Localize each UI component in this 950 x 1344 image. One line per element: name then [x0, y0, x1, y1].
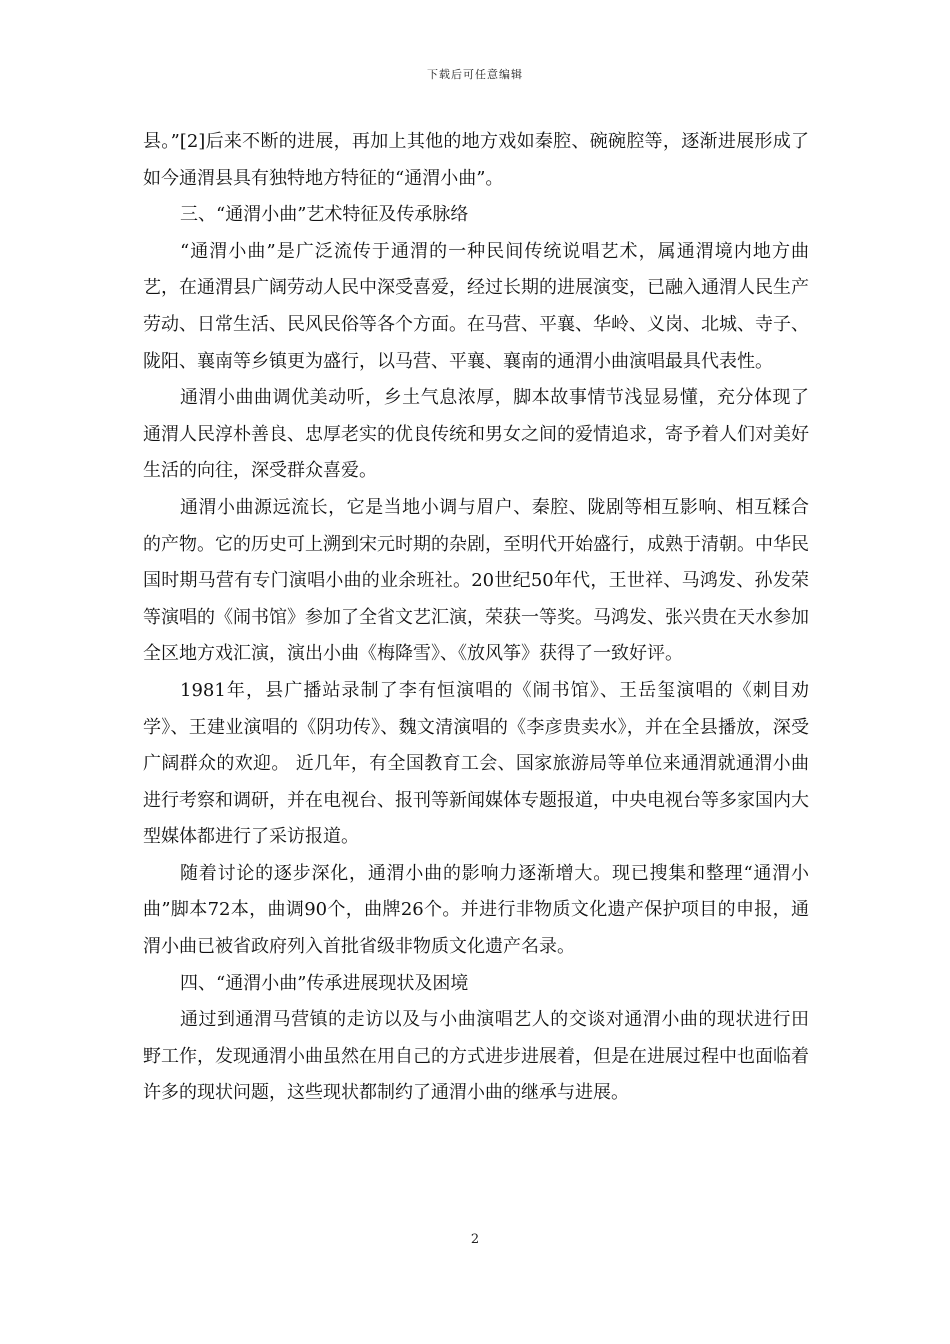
page-number: 2: [470, 1232, 480, 1247]
paragraph: 通渭小曲源远流长，它是当地小调与眉户、秦腔、陇剧等相互影响、相互糅合的产物。它的历史可上溯到宋元时期的杂剧，至明代开始盛行，成熟于清朝。中华民国时期马营有专门演唱小曲的业余班社。20世纪50年代，王世祥、马鸿发、孙发荣等演唱的《闹书馆》参加了全省文艺汇演，荣获一等奖。马鸿发、张兴贵在天水参加全区地方戏汇演，演出小曲《梅降雪》、《放风筝》获得了一致好评。: [143, 496, 809, 665]
paragraph: 通过到通渭马营镇的走访以及与小曲演唱艺人的交谈对通渭小曲的现状进行田野工作，发现通渭小曲虽然在用自己的方式进步进展着，但是在进展过程中也面临着许多的现状问题，这些现状都制约了通渭小曲的继承与进展。: [143, 1009, 809, 1104]
paragraph-continuation: 县。”[2]后来不断的进展，再加上其他的地方戏如秦腔、碗碗腔等，逐渐进展形成了如今通渭县具有独特地方特征的“通渭小曲”。: [143, 131, 809, 189]
paragraph: 通渭小曲曲调优美动听，乡土气息浓厚，脚本故事情节浅显易懂，充分体现了通渭人民淳朴善良、忠厚老实的优良传统和男女之间的爱情追求，寄予着人们对美好生活的向往，深受群众喜爱。: [143, 387, 809, 482]
document-body: [143, 124, 809, 1112]
paragraph: 1981年，县广播站录制了李有恒演唱的《闹书馆》、王岳玺演唱的《刺目劝学》、王建业演唱的《阴功传》、魏文清演唱的《李彦贵卖水》，并在全县播放，深受广阔群众的欢迎。 近几年，有全国教育工会、国家旅游局等单位来通渭就通渭小曲进行考察和调研，并在电视台、报刊等新闻媒体专题报道，中央电视台等多家国内大型媒体都进行了采访报道。: [143, 679, 809, 848]
page-header: 下载后可任意编辑: [427, 68, 523, 81]
paragraph: 随着讨论的逐步深化，通渭小曲的影响力逐渐增大。现已搜集和整理“通渭小曲”脚本72本，曲调90个，曲牌26个。并进行非物质文化遗产保护项目的申报，通渭小曲已被省政府列入首批省级非物质文化遗产名录。: [143, 862, 809, 958]
paragraph: “通渭小曲”是广泛流传于通渭的一种民间传统说唱艺术，属通渭境内地方曲艺，在通渭县广阔劳动人民中深受喜爱，经过长期的进展演变，已融入通渭人民生产劳动、日常生活、民风民俗等各个方面。在马营、平襄、华岭、义岗、北城、寺子、陇阳、襄南等乡镇更为盛行，以马营、平襄、襄南的通渭小曲演唱最具代表性。: [143, 240, 809, 372]
section-heading-three: 三、“通渭小曲”艺术特征及传承脉络: [180, 204, 469, 226]
section-heading-four: 四、“通渭小曲”传承进展现状及困境: [180, 972, 469, 994]
